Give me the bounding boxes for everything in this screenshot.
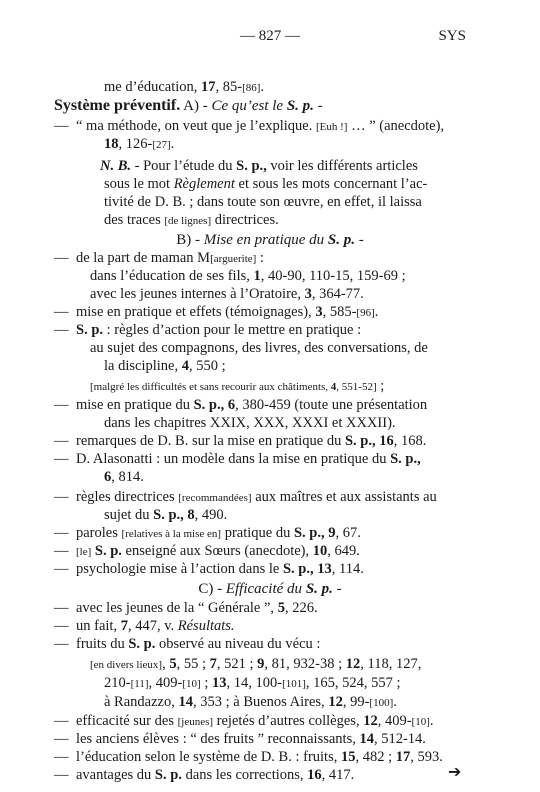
- entry-dash: —: [54, 600, 69, 616]
- text-run: S. p.: [305, 581, 333, 597]
- index-line-l01: [104, 78, 264, 97]
- index-line-l30: [76, 617, 235, 635]
- text-run: [86]: [242, 82, 261, 94]
- index-line-l29: [76, 599, 318, 617]
- text-run: ,: [162, 656, 170, 672]
- index-line-l26: [76, 542, 360, 561]
- text-run: .: [170, 136, 175, 152]
- text-run: , 226.: [284, 600, 318, 616]
- text-run: , 490.: [194, 507, 228, 523]
- text-run: -: [332, 581, 342, 597]
- entry-dash: —: [54, 543, 69, 559]
- index-line-l28: [0, 580, 540, 598]
- text-run: , 99-: [342, 694, 370, 710]
- text-run: S. p.,: [153, 507, 184, 523]
- text-run: rejetés d’autres collèges,: [213, 713, 364, 729]
- text-run: psychologie mise à l’action dans le: [76, 561, 283, 577]
- text-run: S. p.: [327, 232, 355, 248]
- entry-dash: —: [54, 713, 69, 729]
- text-run: 3: [304, 286, 312, 302]
- continue-arrow-icon: ➔: [448, 762, 462, 781]
- index-line-l10: [76, 249, 264, 268]
- text-run: des traces: [104, 212, 165, 228]
- page-number: — 827 —: [240, 28, 300, 44]
- text-run: Mise en pratique du: [203, 232, 328, 248]
- text-run: S. p.: [94, 543, 122, 559]
- text-run: A) -: [180, 98, 212, 114]
- text-run: S. p.: [128, 636, 156, 652]
- index-line-l38: [76, 766, 354, 784]
- text-run: dans l’éducation de ses fils,: [90, 268, 254, 284]
- text-run: mise en pratique du: [76, 397, 194, 413]
- text-run: 13: [211, 675, 227, 691]
- text-run: , 814.: [111, 469, 144, 485]
- text-run: , 40-90, 110-15, 159-69 ;: [260, 268, 406, 284]
- index-line-l32: [90, 655, 421, 674]
- text-run: 17: [201, 79, 216, 95]
- text-run: , 67.: [335, 525, 361, 541]
- text-run: voir les différents articles: [266, 158, 418, 174]
- text-run: , 512-14.: [373, 731, 426, 747]
- text-run: [malgré les difficultés et sans recourir aux châtiments,: [90, 381, 331, 393]
- text-run: règles directrices: [76, 489, 179, 505]
- text-run: [le]: [76, 546, 92, 558]
- index-line-l04: [104, 135, 174, 154]
- index-line-l14: [76, 321, 361, 339]
- text-run: .: [429, 713, 434, 729]
- text-run: [Euh !]: [315, 121, 348, 133]
- text-run: 10: [312, 543, 328, 559]
- text-run: aux maîtres et aux assistants au: [251, 489, 437, 505]
- text-run: , 14, 100-: [226, 675, 283, 691]
- text-run: , 81, 932-38 ;: [264, 656, 346, 672]
- text-run: S. p.,: [236, 158, 267, 174]
- text-run: S. p.,: [193, 397, 225, 413]
- text-run: S. p.: [154, 767, 182, 783]
- text-run: dans les corrections,: [181, 767, 308, 783]
- text-run: 14: [178, 694, 193, 710]
- text-run: … ” (anecdote),: [347, 118, 445, 134]
- text-run: fruits du: [76, 636, 129, 652]
- index-line-l06: [104, 175, 427, 193]
- text-run: Règlement: [173, 176, 235, 192]
- index-line-l21: [76, 450, 421, 468]
- entry-dash: —: [54, 451, 69, 467]
- index-line-l11: [90, 267, 406, 285]
- text-run: 6: [104, 469, 112, 485]
- text-run: [arguerite]: [210, 253, 257, 265]
- entry-dash: —: [54, 322, 69, 338]
- text-run: 17: [395, 749, 411, 765]
- entry-dash: —: [54, 731, 69, 747]
- text-run: , 85-: [215, 79, 243, 95]
- text-run: 18: [104, 136, 119, 152]
- text-run: B) -: [176, 232, 204, 248]
- text-run: , 168.: [393, 433, 427, 449]
- index-line-l22: [104, 468, 144, 486]
- text-run: , 551-52]: [336, 381, 377, 393]
- index-line-l08: [104, 211, 279, 230]
- text-run: avec les jeunes de la “ Générale ”,: [76, 600, 278, 616]
- text-run: S. p.,: [390, 451, 421, 467]
- text-run: 13: [317, 561, 332, 577]
- text-run: [de lignes]: [164, 215, 212, 227]
- entry-dash: —: [54, 525, 69, 541]
- text-run: efficacité sur des: [76, 713, 178, 729]
- text-run: et sous les mots concernant l’ac-: [234, 176, 428, 192]
- text-run: [recommandées]: [178, 492, 252, 504]
- text-run: :: [256, 250, 264, 266]
- text-run: , 521 ;: [216, 656, 258, 672]
- entry-dash: —: [54, 636, 69, 652]
- text-run: 7: [120, 618, 128, 634]
- text-run: [101]: [282, 678, 306, 690]
- text-run: [11]: [130, 678, 149, 690]
- entry-dash: —: [54, 304, 69, 320]
- text-run: , 482 ;: [355, 749, 396, 765]
- text-run: , 409-: [148, 675, 183, 691]
- text-run: 12: [345, 656, 361, 672]
- text-run: , 447, v.: [127, 618, 178, 634]
- text-run: , 585-: [322, 304, 357, 320]
- text-run: , 409-: [377, 713, 412, 729]
- index-line-l12: [90, 285, 364, 303]
- section-label: SYS: [438, 28, 466, 44]
- text-run: remarques de D. B. sur la mise en pratique du: [76, 433, 345, 449]
- text-run: 16: [379, 433, 394, 449]
- text-run: au sujet des compagnons, des livres, des conversations, de: [90, 340, 428, 356]
- text-run: .: [260, 79, 265, 95]
- text-run: me d’éducation,: [104, 79, 202, 95]
- text-run: S. p.,: [293, 525, 325, 541]
- index-line-l13: [76, 303, 378, 322]
- text-run: .: [374, 304, 379, 320]
- text-run: 12: [363, 713, 378, 729]
- index-line-l35: [76, 712, 434, 731]
- text-run: [relatives à la mise en]: [121, 528, 222, 540]
- text-run: Efficacité du: [225, 581, 306, 597]
- text-run: , 417.: [321, 767, 355, 783]
- text-run: pratique du: [221, 525, 294, 541]
- text-run: la discipline,: [104, 358, 182, 374]
- text-run: 5: [169, 656, 177, 672]
- index-line-l24: [104, 506, 227, 524]
- text-run: 8: [187, 507, 195, 523]
- text-run: S. p.,: [282, 561, 314, 577]
- text-run: dans les chapitres XXIX, XXX, XXXI et XXXII).: [104, 415, 396, 431]
- index-line-l25: [76, 524, 361, 543]
- index-line-l07: [104, 193, 422, 211]
- entry-dash: —: [54, 250, 69, 266]
- text-run: avec les jeunes internes à l’Oratoire,: [90, 286, 305, 302]
- text-run: : règles d’action pour le mettre en pratique :: [103, 322, 362, 338]
- text-run: observé au niveau du vécu :: [155, 636, 321, 652]
- text-run: 4: [181, 358, 189, 374]
- text-run: , 593.: [410, 749, 443, 765]
- text-run: , 550 ;: [188, 358, 226, 374]
- entry-dash: —: [54, 749, 69, 765]
- text-run: [en divers lieux]: [90, 659, 163, 671]
- text-run: ;: [376, 378, 385, 394]
- index-line-l19: [104, 414, 396, 432]
- text-run: S. p.: [286, 98, 314, 114]
- text-run: , 353 ; à Buenos Aires,: [192, 694, 329, 710]
- text-run: un fait,: [76, 618, 121, 634]
- text-run: [jeunes]: [177, 716, 214, 728]
- text-run: , 126-: [118, 136, 153, 152]
- index-line-l16: [104, 357, 226, 375]
- text-run: 6: [227, 397, 236, 413]
- text-run: mise en pratique et effets (témoignages),: [76, 304, 316, 320]
- text-run: tivité de D. B. ; dans toute son œuvre, en effet, il laissa: [104, 194, 422, 210]
- text-run: [96]: [356, 307, 375, 319]
- text-run: à Randazzo,: [104, 694, 179, 710]
- text-run: , 114.: [331, 561, 364, 577]
- text-run: 1: [253, 268, 261, 284]
- text-run: -: [313, 98, 323, 114]
- text-run: [10]: [411, 716, 430, 728]
- entry-dash: —: [54, 561, 69, 577]
- index-line-l02: [54, 97, 323, 115]
- text-run: enseigné aux Sœurs (anecdote),: [121, 543, 313, 559]
- text-run: 3: [315, 304, 323, 320]
- index-line-l37: [76, 748, 443, 766]
- index-line-l23: [76, 488, 437, 507]
- index-line-l31: [76, 635, 320, 653]
- text-run: l’éducation selon le système de D. B. : fruits,: [76, 749, 341, 765]
- entry-dash: —: [54, 433, 69, 449]
- text-run: avantages du: [76, 767, 155, 783]
- page-header: [0, 28, 540, 48]
- text-run: N. B.: [100, 158, 132, 174]
- text-run: Ce qu’est le: [211, 98, 287, 114]
- text-run: de la part de maman M: [76, 250, 211, 266]
- text-run: “ ma méthode, on veut que je l’explique.: [76, 118, 316, 134]
- text-run: directrices.: [211, 212, 279, 228]
- text-run: 9: [257, 656, 265, 672]
- entry-dash: —: [54, 767, 69, 783]
- text-run: , 118, 127,: [360, 656, 422, 672]
- text-run: -: [355, 232, 364, 248]
- text-run: 16: [307, 767, 322, 783]
- index-line-l34: [104, 693, 397, 712]
- text-run: 12: [328, 694, 343, 710]
- text-run: 14: [359, 731, 374, 747]
- index-line-l36: [76, 730, 426, 748]
- text-run: .: [393, 694, 397, 710]
- index-line-l09: [0, 231, 540, 249]
- index-line-l17: [90, 377, 384, 396]
- text-run: , 649.: [327, 543, 360, 559]
- text-run: ;: [200, 675, 212, 691]
- text-run: sujet du: [104, 507, 154, 523]
- text-run: 15: [340, 749, 356, 765]
- text-run: , 380-459 (toute une présentation: [235, 397, 428, 413]
- text-run: les anciens élèves : “ des fruits ” reconnaissants,: [76, 731, 360, 747]
- text-run: [10]: [182, 678, 201, 690]
- entry-dash: —: [54, 618, 69, 634]
- index-line-l27: [76, 560, 364, 578]
- entry-dash: —: [54, 397, 69, 413]
- text-run: paroles: [76, 525, 122, 541]
- text-run: , 165, 524, 557 ;: [305, 675, 401, 691]
- text-run: sous le mot: [104, 176, 174, 192]
- text-run: , 364-77.: [311, 286, 364, 302]
- entry-dash: —: [54, 489, 69, 505]
- text-run: C) -: [198, 581, 226, 597]
- text-run: Système préventif.: [54, 97, 181, 114]
- text-run: 7: [209, 656, 217, 672]
- index-line-l20: [76, 432, 426, 450]
- text-run: - Pour l’étude du: [131, 158, 237, 174]
- index-line-l18: [76, 396, 427, 414]
- index-line-l33: [104, 674, 401, 693]
- text-run: , 55 ;: [176, 656, 210, 672]
- index-line-l15: [90, 339, 428, 357]
- index-line-l03: [76, 117, 444, 136]
- entry-dash: —: [54, 118, 69, 134]
- text-run: S. p.,: [344, 433, 376, 449]
- text-run: 4: [330, 381, 337, 393]
- text-run: 210-: [104, 675, 131, 691]
- text-run: Résultats.: [177, 618, 235, 634]
- text-run: D. Alasonatti : un modèle dans la mise en pratique du: [76, 451, 391, 467]
- text-run: 9: [328, 525, 336, 541]
- text-run: 5: [277, 600, 285, 616]
- index-line-l05: [100, 157, 418, 175]
- text-run: [27]: [152, 139, 171, 151]
- text-run: [100]: [369, 697, 394, 709]
- text-run: S. p.: [76, 322, 104, 338]
